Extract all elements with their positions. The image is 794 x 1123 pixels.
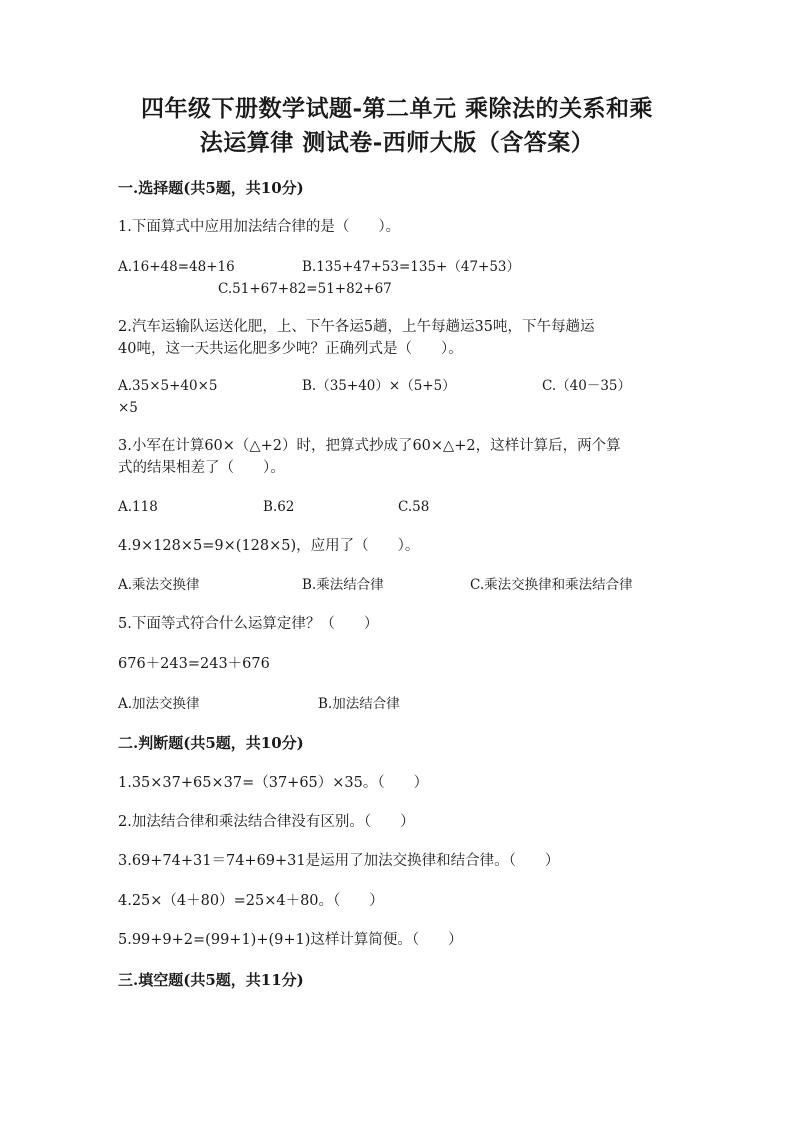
choice-question-3-line-2: 式的结果相差了（ ）。 bbox=[118, 460, 285, 476]
choice-q2-option-c-continued: ×5 bbox=[118, 400, 138, 416]
judgement-item-1: 1.35×37+65×37=（37+65）×35。（ ） bbox=[118, 775, 429, 791]
choice-q5-option-a: A.加法交换律 bbox=[118, 696, 200, 712]
choice-q4-option-c: C.乘法交换律和乘法结合律 bbox=[470, 577, 633, 593]
choice-q2-option-a: A.35×5+40×5 bbox=[118, 378, 218, 394]
choice-q5-option-b: B.加法结合律 bbox=[318, 696, 400, 712]
judgement-item-5: 5.99+9+2=(99+1)+(9+1)这样计算简便。（ ） bbox=[118, 932, 463, 948]
choice-q3-option-b: B.62 bbox=[263, 499, 295, 515]
section-heading-choice: 一.选择题(共5题，共10分) bbox=[118, 179, 304, 197]
choice-question-5: 5.下面等式符合什么运算定律？（ ） bbox=[118, 616, 379, 632]
page-title-line-1: 四年级下册数学试题-第二单元 乘除法的关系和乘 bbox=[140, 95, 654, 122]
choice-question-1: 1.下面算式中应用加法结合律的是（ ）。 bbox=[118, 219, 401, 235]
choice-q4-option-b: B.乘法结合律 bbox=[302, 577, 384, 593]
choice-q1-option-c: C.51+67+82=51+82+67 bbox=[218, 281, 392, 297]
section-heading-fill-blank: 三.填空题(共5题，共11分) bbox=[118, 971, 304, 989]
section-heading-judgement: 二.判断题(共5题，共10分) bbox=[118, 734, 304, 752]
choice-q3-option-a: A.118 bbox=[118, 499, 158, 515]
choice-q5-equation: 676＋243=243＋676 bbox=[118, 656, 270, 672]
choice-q1-option-b: B.135+47+53=135+（47+53） bbox=[302, 259, 521, 275]
page-title-line-2: 法运算律 测试卷-西师大版（含答案） bbox=[199, 129, 595, 156]
choice-q2-option-c: C.（40－35） bbox=[542, 378, 631, 394]
judgement-item-4: 4.25×（4＋80）=25×4＋80。（ ） bbox=[118, 893, 384, 909]
choice-q1-option-a: A.16+48=48+16 bbox=[118, 259, 235, 275]
judgement-item-3: 3.69+74+31＝74+69+31是运用了加法交换律和结合律。（ ） bbox=[118, 853, 560, 869]
judgement-item-2: 2.加法结合律和乘法结合律没有区别。（ ） bbox=[118, 814, 415, 830]
choice-q3-option-c: C.58 bbox=[398, 499, 430, 515]
choice-question-2-line-1: 2.汽车运输队运送化肥，上、下午各运5趟，上午每趟运35吨，下午每趟运 bbox=[118, 319, 595, 335]
choice-q2-option-b: B.（35+40）×（5+5） bbox=[302, 378, 456, 394]
choice-question-3-line-1: 3.小军在计算60×（△+2）时，把算式抄成了60×△+2，这样计算后，两个算 bbox=[118, 438, 621, 454]
choice-question-2-line-2: 40吨，这一天共运化肥多少吨？正确列式是（ ）。 bbox=[118, 341, 463, 357]
choice-question-4: 4.9×128×5=9×(128×5)，应用了（ ）。 bbox=[118, 538, 420, 554]
choice-q4-option-a: A.乘法交换律 bbox=[118, 577, 200, 593]
